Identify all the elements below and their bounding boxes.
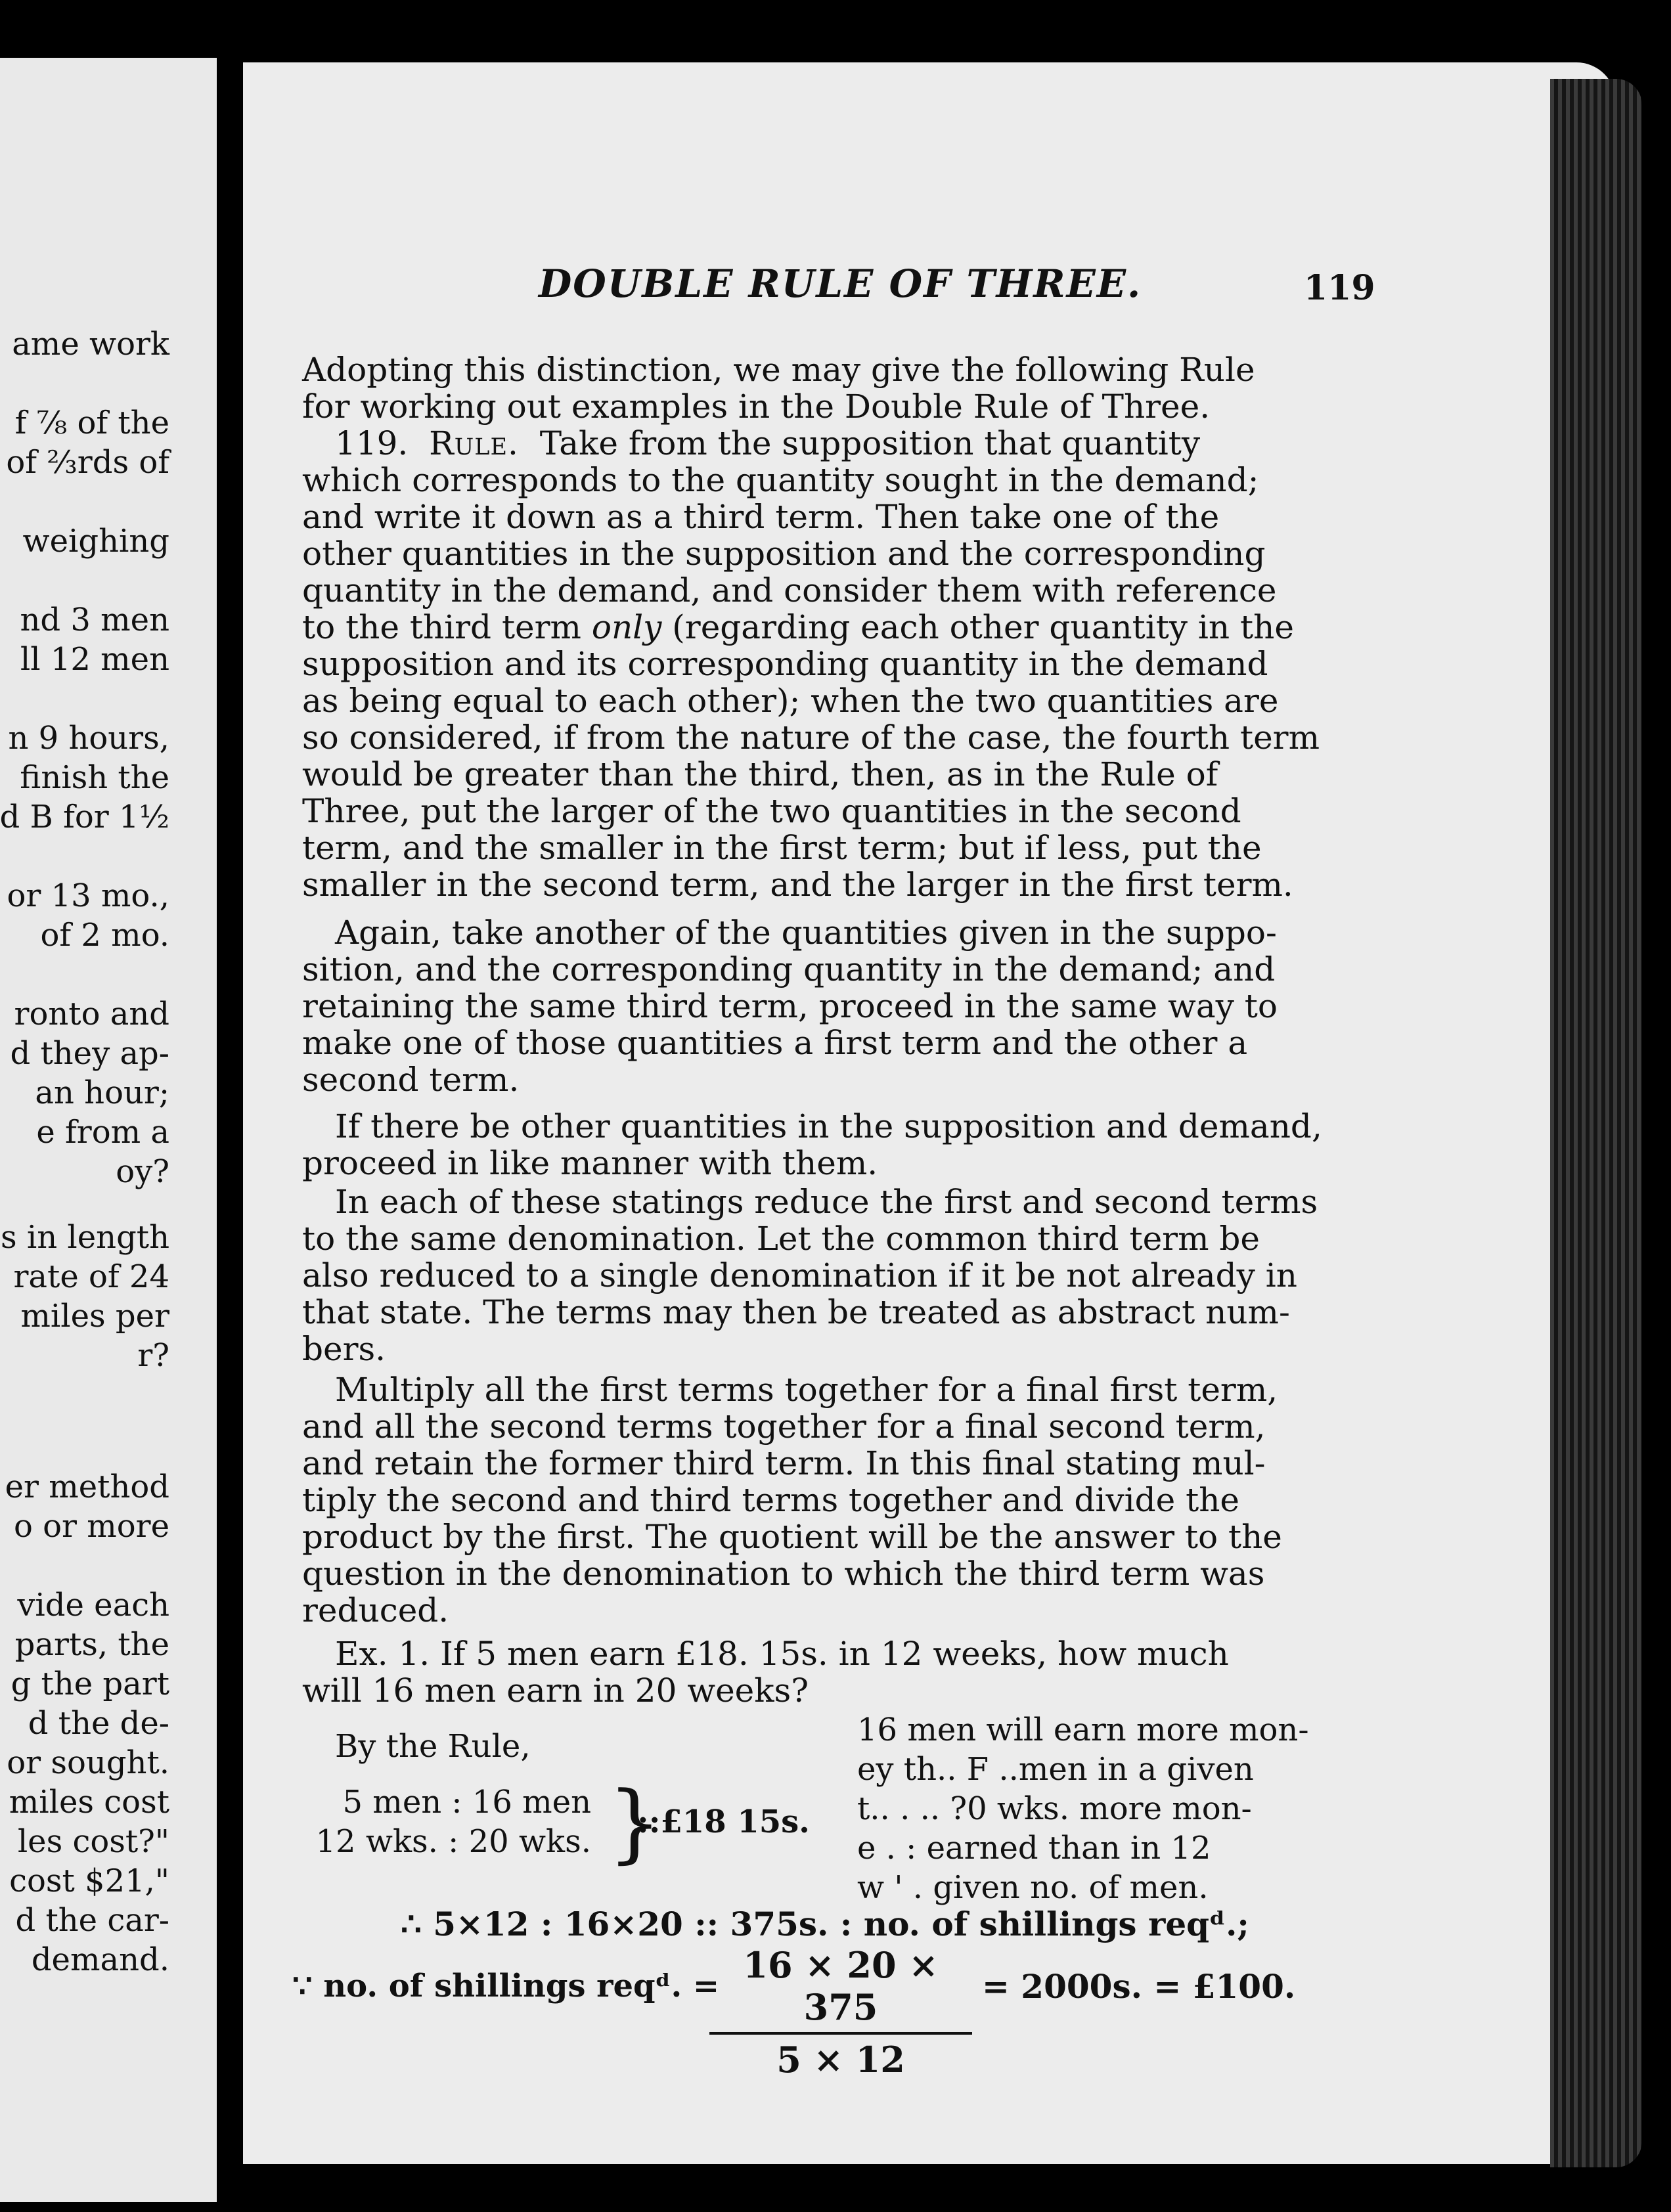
left-page-line: rate of 24 xyxy=(13,1258,169,1295)
note-line: t.. . .. ?0 wks. more mon- xyxy=(857,1790,1252,1827)
text-line: also reduced to a single denomination if it be not already in xyxy=(302,1256,1297,1294)
left-page-line: miles per xyxy=(20,1298,169,1335)
left-page-line: nd 3 men xyxy=(20,602,169,638)
by-rule-label: By the Rule, xyxy=(335,1728,531,1765)
example-heading: Ex. 1. If 5 men earn £18. 15s. in 12 weeks, how much xyxy=(335,1635,1229,1673)
example-heading: will 16 men earn in 20 weeks? xyxy=(302,1671,809,1710)
therefore-line: ∴ 5×12 : 16×20 :: 375s. : no. of shillings reqᵈ.; xyxy=(401,1905,1249,1943)
third-term: ::£18 15s. xyxy=(637,1803,810,1840)
brace: } xyxy=(608,1773,662,1872)
text-line: sition, and the corresponding quantity in the demand; and xyxy=(302,950,1276,988)
text-line: retaining the same third term, proceed in the same way to xyxy=(302,987,1278,1025)
rule-paragraph-start: 119. Rule. Take from the supposition that quantity xyxy=(335,424,1201,462)
left-page-line: d B for 1½ xyxy=(0,799,169,835)
text-line: quantity in the demand, and consider them with reference xyxy=(302,571,1277,609)
left-page-line: f ⅞ of the xyxy=(14,405,169,441)
text-line: term, and the smaller in the first term; but if less, put the xyxy=(302,829,1262,867)
text-line: Adopting this distinction, we may give the following Rule xyxy=(302,351,1255,389)
book-gutter xyxy=(217,39,243,2207)
note-line: e . : earned than in 12 xyxy=(857,1830,1211,1867)
page-edges xyxy=(1550,79,1642,2167)
text-line: second term. xyxy=(302,1061,520,1099)
left-page-line: miles cost xyxy=(9,1784,169,1821)
text-line: make one of those quantities a first term and the other a xyxy=(302,1024,1248,1062)
left-page-line: e from a xyxy=(36,1114,169,1151)
left-page-line: an hour; xyxy=(35,1074,169,1111)
left-page-line: ame work xyxy=(12,326,169,363)
numerator: 16 × 20 × 375 xyxy=(743,1944,939,2028)
text-line: so considered, if from the nature of the case, the fourth term xyxy=(302,719,1320,757)
text-line: and retain the former third term. In this final stating mul- xyxy=(302,1444,1266,1482)
left-page-line: s in length xyxy=(0,1219,169,1256)
note-line: 16 men will earn more mon- xyxy=(857,1712,1309,1748)
left-page-line: or sought. xyxy=(7,1744,169,1781)
text-line: proceed in like manner with them. xyxy=(302,1144,878,1182)
left-page-line: ronto and xyxy=(14,996,169,1032)
text-line: In each of these statings reduce the first and second terms xyxy=(335,1183,1318,1221)
text-line: question in the denomination to which the third term was xyxy=(302,1555,1265,1593)
text-line: smaller in the second term, and the larger in the first term. xyxy=(302,866,1293,904)
text-line: for working out examples in the Double Rule of Three. xyxy=(302,387,1211,426)
text-line: and write it down as a third term. Then take one of the xyxy=(302,498,1220,536)
left-page-line: d they ap- xyxy=(10,1035,169,1072)
left-page-line: weighing xyxy=(22,523,169,560)
text-line: bers. xyxy=(302,1330,386,1368)
stating-row-1: 5 men : 16 men xyxy=(342,1784,591,1821)
text-line: to the same denomination. Let the common third term be xyxy=(302,1220,1260,1258)
left-page-line: or 13 mo., xyxy=(7,877,169,914)
running-head: DOUBLE RULE OF THREE. xyxy=(539,261,1142,306)
note-line: ey th.. F ..men in a given xyxy=(857,1751,1254,1788)
because-label: ∵ no. of shillings reqᵈ. = xyxy=(292,1968,720,2004)
left-page-line: ll 12 men xyxy=(20,641,169,678)
text-line: as being equal to each other); when the two quantities are xyxy=(302,682,1279,720)
denominator: 5 × 12 xyxy=(776,2039,905,2081)
left-page-line: er method xyxy=(5,1469,169,1505)
text-line: reduced. xyxy=(302,1591,449,1629)
text-line: would be greater than the third, then, as in the Rule of xyxy=(302,755,1218,793)
fraction-bar xyxy=(709,2032,972,2035)
left-page-line: parts, the xyxy=(14,1626,169,1663)
left-page-line: of ⅔rds of xyxy=(6,444,169,481)
stating-row-2: 12 wks. : 20 wks. xyxy=(315,1823,591,1860)
left-page-line: of 2 mo. xyxy=(40,917,169,954)
text-line: Again, take another of the quantities given in the suppo- xyxy=(335,914,1277,952)
text-line: Multiply all the first terms together for a final first term, xyxy=(335,1371,1278,1409)
left-page-fragment xyxy=(0,58,217,2202)
left-page-line: les cost?" xyxy=(17,1823,169,1860)
text-line: that state. The terms may then be treated as abstract num- xyxy=(302,1293,1290,1331)
page-number: 119 xyxy=(1304,268,1375,308)
text-line: tiply the second and third terms together and divide the xyxy=(302,1481,1240,1519)
text-line: supposition and its corresponding quantity in the demand xyxy=(302,645,1268,683)
left-page-line: demand. xyxy=(31,1941,169,1978)
text-line: which corresponds to the quantity sought in the demand; xyxy=(302,461,1259,499)
left-page-line: d the de- xyxy=(28,1705,169,1742)
fraction xyxy=(709,1944,972,2081)
text-line: product by the first. The quotient will be the answer to the xyxy=(302,1518,1282,1556)
text-line: and all the second terms together for a final second term, xyxy=(302,1407,1266,1446)
text-line: If there be other quantities in the supposition and demand, xyxy=(335,1107,1322,1145)
left-page-line: r? xyxy=(137,1337,169,1374)
text-line: Three, put the larger of the two quantities in the second xyxy=(302,792,1241,830)
left-page-line: g the part xyxy=(11,1666,169,1702)
left-page-line: cost $21," xyxy=(9,1863,169,1899)
text-line-only: to the third term only (regarding each other quantity in the xyxy=(302,608,1294,646)
left-page-line: vide each xyxy=(17,1587,169,1624)
result: = 2000s. = £100. xyxy=(982,1967,1296,2006)
left-page-line: d the car- xyxy=(15,1902,169,1939)
text-line: other quantities in the supposition and the corresponding xyxy=(302,535,1266,573)
left-page-line: n 9 hours, xyxy=(8,720,169,757)
left-page-line: oy? xyxy=(116,1153,169,1190)
note-line: w ' . given no. of men. xyxy=(857,1869,1209,1906)
left-page-line: finish the xyxy=(20,759,169,796)
left-page-line: o or more xyxy=(13,1508,169,1545)
